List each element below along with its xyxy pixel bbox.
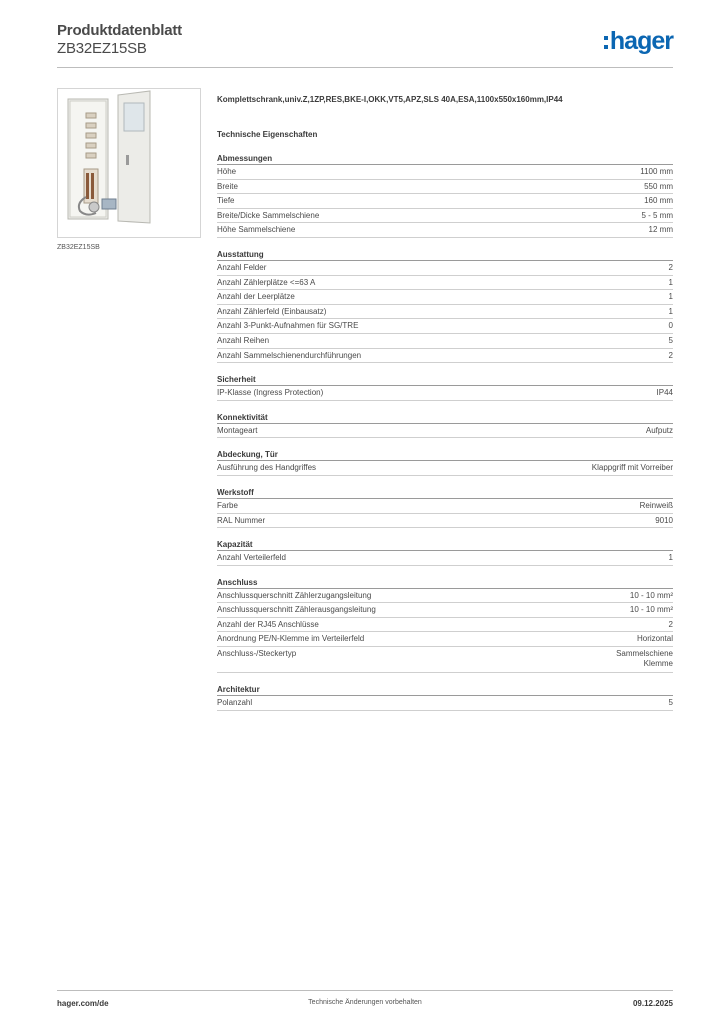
- spec-label: Anzahl Felder: [217, 262, 267, 272]
- spec-value: 2: [668, 619, 673, 629]
- spec-section: [217, 153, 673, 238]
- spec-row: [217, 647, 673, 673]
- spec-label: Polanzahl: [217, 698, 253, 708]
- footer-website: hager.com/de: [57, 999, 109, 1008]
- spec-value: 2: [668, 262, 673, 272]
- spec-value: Horizontal: [636, 634, 673, 644]
- spec-value: IP44: [656, 388, 673, 398]
- spec-row: [217, 349, 673, 364]
- spec-content: [217, 95, 673, 711]
- spec-row: [217, 209, 673, 224]
- spec-label: Anzahl der RJ45 Anschlüsse: [217, 619, 319, 629]
- spec-label: Anzahl 3-Punkt-Aufnahmen für SG/TRE: [217, 321, 359, 331]
- spec-label: Breite/Dicke Sammelschiene: [217, 210, 320, 220]
- section-title: Werkstoff: [217, 487, 673, 499]
- spec-section: [217, 449, 673, 476]
- spec-label: Anzahl Reihen: [217, 335, 270, 345]
- spec-value: Reinweiß: [639, 500, 673, 510]
- spec-row: [217, 589, 673, 604]
- spec-row: [217, 618, 673, 633]
- spec-value: Aufputz: [645, 425, 673, 435]
- section-title: Architektur: [217, 684, 673, 696]
- spec-label: RAL Nummer: [217, 515, 266, 525]
- spec-label: Anordnung PE/N-Klemme im Verteilerfeld: [217, 634, 365, 644]
- spec-row: [217, 165, 673, 180]
- spec-row: [217, 696, 673, 711]
- spec-value: 1: [668, 292, 673, 302]
- spec-value: 1: [668, 553, 673, 563]
- spec-value: 0: [668, 321, 673, 331]
- spec-label: Anzahl Zählerplätze <=63 A: [217, 277, 316, 287]
- product-description: Komplettschrank,univ.Z,1ZP,RES,BKE-I,OKK,VT5,APZ,SLS 40A,ESA,1100x550x160mm,IP44: [217, 95, 563, 104]
- product-code: ZB32EZ15SB: [57, 40, 147, 57]
- product-image: [57, 88, 201, 238]
- section-title: Ausstattung: [217, 249, 673, 261]
- spec-row: [217, 424, 673, 439]
- spec-value: 5: [668, 335, 673, 345]
- section-title: Abdeckung, Tür: [217, 449, 673, 461]
- spec-value: 1100 mm: [640, 167, 673, 176]
- spec-row: [217, 386, 673, 401]
- logo-text: hager: [609, 27, 673, 55]
- spec-label: Montageart: [217, 425, 258, 435]
- spec-label: Anschlussquerschnitt Zählerausgangsleitung: [217, 605, 376, 615]
- spec-value: 160 mm: [644, 196, 673, 206]
- spec-row: [217, 194, 673, 209]
- spec-value: 1: [668, 277, 673, 287]
- spec-value: 12 mm: [648, 225, 673, 235]
- spec-value: 550 mm: [644, 181, 673, 191]
- spec-label: Tiefe: [217, 196, 235, 206]
- spec-section: [217, 577, 673, 673]
- spec-row: [217, 514, 673, 529]
- spec-label: IP-Klasse (Ingress Protection): [217, 388, 324, 398]
- spec-label: Anzahl Sammelschienendurchführungen: [217, 350, 362, 360]
- spec-row: [217, 334, 673, 349]
- section-title: Anschluss: [217, 577, 673, 589]
- spec-value: 5 - 5 mm: [641, 210, 673, 220]
- spec-label: Ausführung des Handgriffes: [217, 463, 317, 473]
- page-footer: [57, 990, 673, 1012]
- spec-label: Farbe: [217, 500, 238, 510]
- logo-dots-icon: [604, 36, 608, 49]
- spec-value: Sammelschiene Klemme: [616, 649, 673, 669]
- spec-label: Höhe Sammelschiene: [217, 225, 296, 235]
- spec-sections: [217, 153, 673, 711]
- spec-section: [217, 487, 673, 528]
- spec-value: 10 - 10 mm²: [629, 605, 673, 615]
- spec-label: Höhe: [217, 167, 237, 176]
- footer-disclaimer: Technische Änderungen vorbehalten: [308, 999, 422, 1006]
- spec-value: 1: [668, 306, 673, 316]
- technical-properties-heading: Technische Eigenschaften: [217, 130, 318, 139]
- spec-row: [217, 290, 673, 305]
- spec-value: Klappgriff mit Vorreiber: [591, 463, 673, 473]
- spec-row: [217, 551, 673, 566]
- spec-section: [217, 539, 673, 566]
- spec-label: Anschlussquerschnitt Zählerzugangsleitung: [217, 590, 372, 600]
- footer-date: 09.12.2025: [632, 999, 673, 1008]
- spec-value: 5: [668, 698, 673, 708]
- section-title: Sicherheit: [217, 374, 673, 386]
- cabinet-illustration: [58, 89, 200, 237]
- spec-row: [217, 305, 673, 320]
- spec-label: Anzahl Verteilerfeld: [217, 553, 286, 563]
- section-title: Konnektivität: [217, 412, 673, 424]
- spec-row: [217, 261, 673, 276]
- spec-row: [217, 319, 673, 334]
- spec-label: Anzahl Zählerfeld (Einbausatz): [217, 306, 327, 316]
- spec-row: [217, 461, 673, 476]
- spec-row: [217, 632, 673, 647]
- spec-row: [217, 276, 673, 291]
- spec-row: [217, 180, 673, 195]
- spec-row: [217, 223, 673, 238]
- spec-section: [217, 684, 673, 711]
- document-title: Produktdatenblatt: [57, 22, 182, 39]
- spec-row: [217, 499, 673, 514]
- spec-section: [217, 249, 673, 363]
- spec-row: [217, 603, 673, 618]
- section-title: Kapazität: [217, 539, 673, 551]
- section-title: Abmessungen: [217, 153, 673, 165]
- spec-value: 2: [668, 350, 673, 360]
- spec-label: Breite: [217, 181, 238, 191]
- spec-section: [217, 412, 673, 439]
- spec-label: Anschluss-/Steckertyp: [217, 649, 297, 659]
- spec-value: 10 - 10 mm²: [629, 590, 673, 600]
- image-caption: ZB32EZ15SB: [57, 244, 100, 251]
- page-header: [57, 22, 673, 68]
- spec-value: 9010: [655, 515, 673, 525]
- hager-logo: [604, 28, 673, 54]
- spec-label: Anzahl der Leerplätze: [217, 292, 295, 302]
- spec-section: [217, 374, 673, 401]
